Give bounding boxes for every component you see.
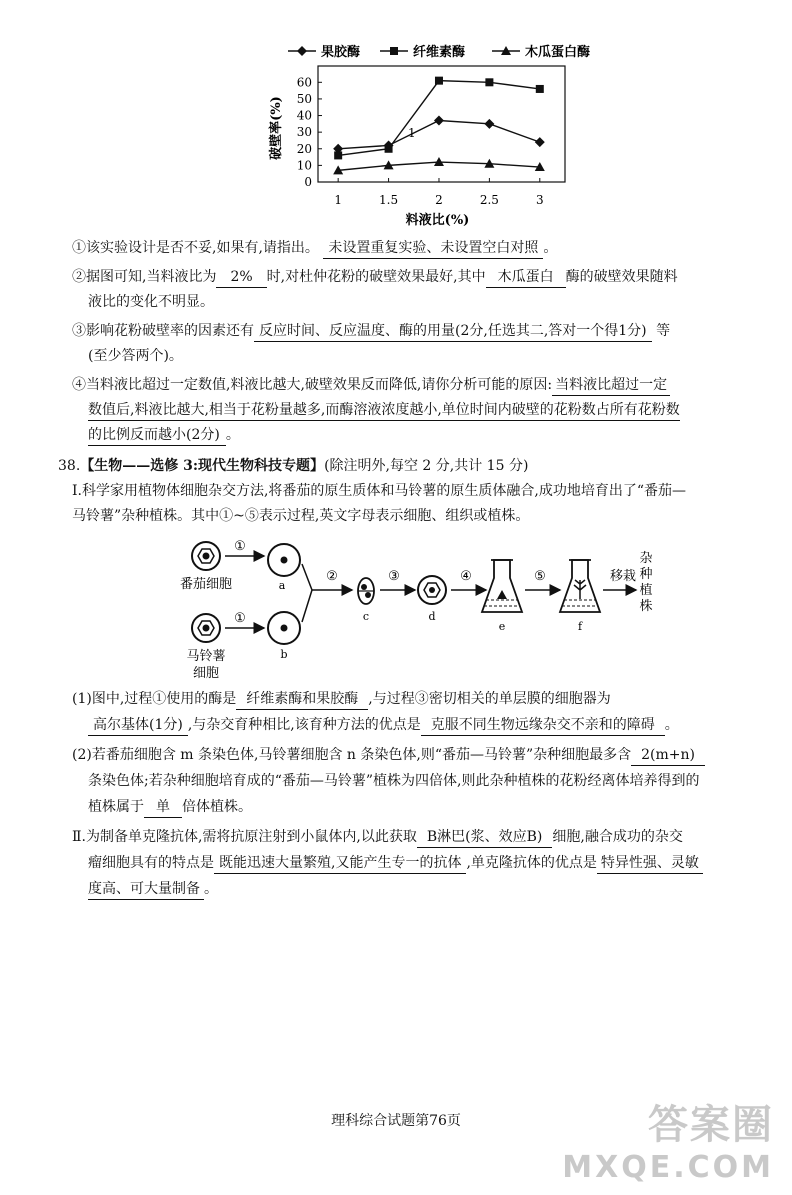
legend-label: 果胶酶 xyxy=(321,45,361,60)
step-label: ③ xyxy=(388,569,400,584)
answer-blank: B淋巴(浆、效应B) xyxy=(417,827,553,848)
transplant-label: 移栽 xyxy=(610,569,637,584)
letter-d: d xyxy=(428,610,436,623)
q37-3-cont: (至少答两个)。 xyxy=(88,348,183,364)
fused-cell-c xyxy=(358,578,374,604)
x-tick-label: 1 xyxy=(334,193,342,207)
potato-cell-label-2: 细胞 xyxy=(192,666,220,681)
legend-marker xyxy=(297,46,307,56)
letter-b: b xyxy=(280,648,288,661)
tomato-cell-label: 番茄细胞 xyxy=(179,577,233,592)
potato-cell xyxy=(192,614,220,642)
step-label: ① xyxy=(234,611,246,626)
q37-2: ②据图可知,当料液比为 2% 时,对杜仲花粉的破壁效果最好,其中 木瓜蛋白 酶的破壁效果随料 xyxy=(72,265,762,290)
chart-annotation: 1 xyxy=(407,126,416,141)
answer-blank: 2% xyxy=(216,267,266,288)
step-label: ② xyxy=(326,569,338,584)
x-tick-label: 3 xyxy=(535,193,544,207)
data-point-1 xyxy=(485,78,493,86)
answer-blank: 特异性强、灵敏 xyxy=(597,853,703,874)
hybrid-plant-diagram xyxy=(170,536,670,686)
flask-f-seedling xyxy=(560,560,600,612)
watermark-logo xyxy=(562,1093,774,1185)
q37-3: ③影响花粉破壁率的因素还有 反应时间、反应温度、酶的用量(2分,任选其二,答对一个得1分) 等 xyxy=(72,319,762,344)
watermark-url: MXQE.COM xyxy=(562,1150,774,1185)
answer-blank: 未设置重复实验、未设置空白对照 xyxy=(323,238,543,259)
legend-marker xyxy=(390,47,398,55)
x-tick-label: 2 xyxy=(435,193,443,207)
answer-blank: 2(m+n) xyxy=(631,745,705,766)
x-tick-label: 1.5 xyxy=(379,193,399,207)
letter-e: e xyxy=(498,620,506,633)
question-38-subparts xyxy=(72,686,772,902)
answer-blank: 度高、可大量制备 xyxy=(88,879,204,900)
y-tick-label: 0 xyxy=(304,175,312,189)
q38-part2: Ⅱ.为制备单克隆抗体,需将抗原注射到小鼠体内,以此获取 B淋巴(浆、效应B) 细胞,融合成功的杂交 xyxy=(72,824,772,850)
section-title: 【生物——选修 3:现代生物科技专题】 xyxy=(80,458,325,474)
y-tick-label: 10 xyxy=(296,158,312,173)
x-tick-label: 2.5 xyxy=(479,193,499,207)
answer-blank: 克服不同生物远缘杂交不亲和的障碍 xyxy=(421,715,665,736)
answer-blank: 单 xyxy=(144,797,182,818)
y-tick-label: 30 xyxy=(296,125,312,140)
q37-4-cont xyxy=(72,398,762,423)
legend-label: 纤维素酶 xyxy=(413,45,466,60)
merge-lines xyxy=(302,564,312,622)
data-point-1 xyxy=(435,77,443,85)
q37-4-cont2: 的比例反而越小(2分) 。 xyxy=(72,423,762,448)
answer-blank: 当料液比超过一定 xyxy=(552,375,670,396)
q38-heading: 38.【生物——选修 3:现代生物科技专题】(除注明外,每空 2 分,共计 15 分) xyxy=(58,458,529,474)
flask-e-callus xyxy=(482,560,522,612)
data-point-1 xyxy=(334,151,342,159)
letter-f: f xyxy=(577,620,583,633)
protoplast-a xyxy=(268,544,300,576)
y-tick-label: 50 xyxy=(296,91,312,106)
letter-a: a xyxy=(278,579,286,592)
q37-4: ④当料液比超过一定数值,料液比越大,破壁效果反而降低,请你分析可能的原因: 当料液比超过一定 xyxy=(72,373,762,398)
answer-blank: 木瓜蛋白 xyxy=(486,267,566,288)
step-label: ① xyxy=(234,539,246,554)
y-tick-label: 20 xyxy=(296,141,312,156)
potato-cell-label-1: 马铃薯 xyxy=(186,649,226,664)
page-footer: 理科综合试题第76页 xyxy=(331,1113,461,1129)
data-point-1 xyxy=(536,85,544,93)
q38-part2-cont2: 度高、可大量制备 。 xyxy=(72,876,772,902)
q38-1-cont: 高尔基体(1分) ,与杂交育种相比,该育种方法的优点是 克服不同生物远缘杂交不亲和的障碍 。 xyxy=(72,712,772,738)
y-axis-label: 破壁率(%) xyxy=(269,96,284,160)
line-chart xyxy=(260,36,590,226)
x-axis-label: 料液比(%) xyxy=(405,213,470,226)
q38-intro-1: Ⅰ.科学家用植物体细胞杂交方法,将番茄的原生质体和马铃薯的原生质体融合,成功地培育出了“番茄— xyxy=(72,483,687,499)
tomato-cell xyxy=(192,542,220,570)
q38-2: (2)若番茄细胞含 m 条染色体,马铃薯细胞含 n 条染色体,则“番茄—马铃薯”杂种细胞最多含 2(m+n) xyxy=(72,742,772,768)
result-char: 植 xyxy=(639,583,653,598)
answer-blank: 反应时间、反应温度、酶的用量(2分,任选其二,答对一个得1分) xyxy=(254,321,652,342)
legend-label: 木瓜蛋白酶 xyxy=(525,45,590,60)
answer-blank: 纤维素酶和果胶酶 xyxy=(236,689,368,710)
answer-blank: 数值后,料液比越大,相当于花粉量越多,而酶溶液浓度越小,单位时间内破壁的花粉数占所有花粉数 xyxy=(88,400,680,421)
q38-1: (1)图中,过程①使用的酶是 纤维素酶和果胶酶 ,与过程③密切相关的单层膜的细胞器为 xyxy=(72,686,772,712)
y-tick-label: 40 xyxy=(296,108,312,123)
question-38 xyxy=(58,454,768,529)
q38-intro-2: 马铃薯”杂种植株。其中①~⑤表示过程,英文字母表示细胞、组织或植株。 xyxy=(72,508,530,524)
data-point-0 xyxy=(535,137,545,147)
answer-blank: 高尔基体(1分) xyxy=(88,715,188,736)
q38-2-cont2: 植株属于 单 倍体植株。 xyxy=(72,794,772,820)
result-char: 种 xyxy=(639,567,653,582)
result-char: 杂 xyxy=(639,551,653,566)
question-37-subparts xyxy=(72,236,762,448)
q37-1: ①该实验设计是否不妥,如果有,请指出。 未设置重复实验、未设置空白对照 。 xyxy=(72,236,762,261)
data-point-0 xyxy=(484,119,494,129)
data-point-1 xyxy=(385,145,393,153)
letter-c: c xyxy=(362,610,370,623)
q37-2-cont: 液比的变化不明显。 xyxy=(88,294,214,310)
data-point-0 xyxy=(434,116,444,126)
y-tick-label: 60 xyxy=(296,75,312,90)
q38-2-cont: 条染色体;若杂种细胞培育成的“番茄—马铃薯”植株为四倍体,则此杂种植株的花粉经离体培养得到的 xyxy=(88,773,700,789)
hybrid-cell-d xyxy=(418,576,446,604)
step-label: ④ xyxy=(460,569,472,584)
answer-blank: 的比例反而越小(2分) xyxy=(88,425,226,446)
protoplast-b xyxy=(268,612,300,644)
q38-part2-cont: 瘤细胞具有的特点是 既能迅速大量繁殖,又能产生专一的抗体 ,单克隆抗体的优点是 特异性强、灵敏 xyxy=(72,850,772,876)
watermark-text: 答案圈 xyxy=(648,1102,774,1148)
answer-blank: 既能迅速大量繁殖,又能产生专一的抗体 xyxy=(214,853,466,874)
result-char: 株 xyxy=(639,599,653,614)
step-label: ⑤ xyxy=(534,569,546,584)
